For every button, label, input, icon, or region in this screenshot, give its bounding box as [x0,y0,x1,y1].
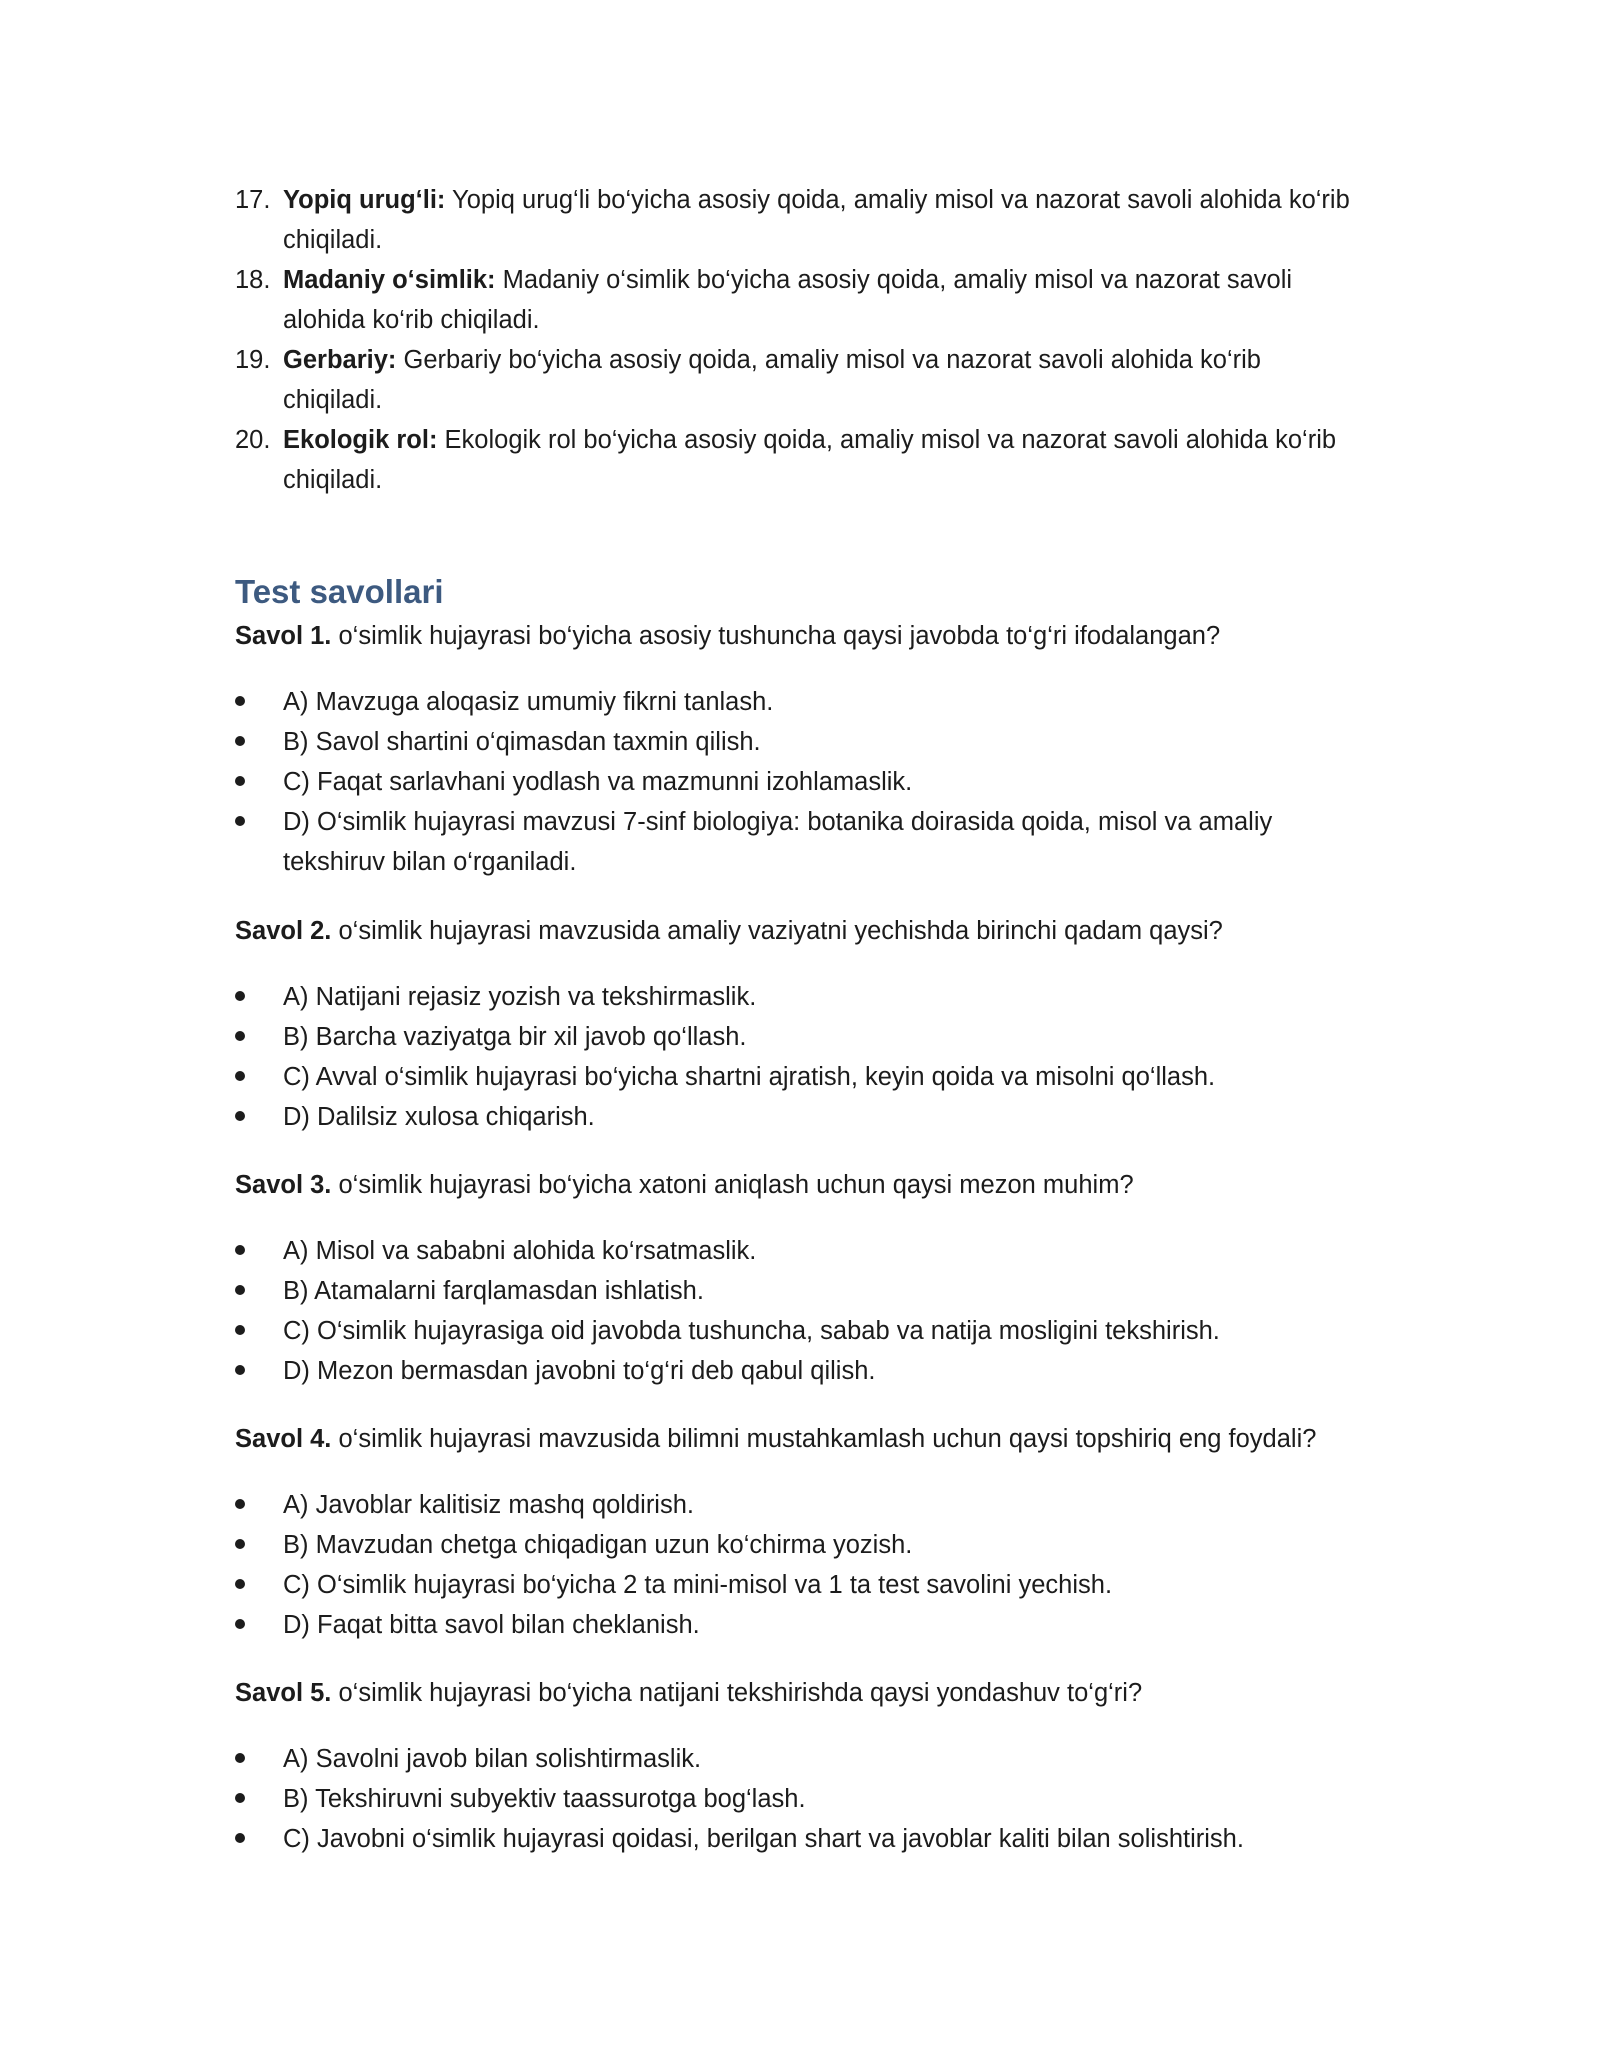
item-number: 20. [235,426,271,454]
answer-option [235,1779,1365,1819]
question-text: o‘simlik hujayrasi bo‘yicha natijani tekshirishda qaysi yondashuv to‘g‘ri? [338,1679,1143,1707]
item-number: 19. [235,346,271,374]
answer-option [235,1231,1365,1271]
answer-option [235,1351,1365,1391]
question-label: Savol 3. [235,1171,332,1199]
definition-item [235,420,1365,500]
item-number: 17. [235,186,271,214]
definition-term: Madaniy o‘simlik: [283,266,496,294]
bullet-icon [235,1833,245,1843]
answer-option [235,1819,1365,1859]
question [235,911,1365,951]
question-block [235,616,1365,882]
bullet-icon [235,991,245,1001]
answer-option [235,762,1365,802]
answer-option [235,1605,1365,1645]
bullet-icon [235,1539,245,1549]
answer-options [235,1739,1365,1859]
answer-option [235,682,1365,722]
answer-text: B) Barcha vaziyatga bir xil javob qo‘llash. [283,1023,747,1051]
answer-text: C) O‘simlik hujayrasiga oid javobda tushuncha, sabab va natija mosligini tekshirish. [283,1317,1220,1345]
question-block [235,1165,1365,1391]
definition-item [235,180,1365,260]
definition-term: Ekologik rol: [283,426,438,454]
answer-option [235,802,1365,882]
item-number: 18. [235,266,271,294]
answer-option [235,1565,1365,1605]
question [235,616,1365,656]
question-block [235,1673,1365,1859]
section-heading: Test savollari [235,573,444,610]
bullet-icon [235,1753,245,1763]
answer-text: B) Mavzudan chetga chiqadigan uzun ko‘chirma yozish. [283,1531,913,1559]
bullet-icon [235,1031,245,1041]
answer-text: B) Savol shartini o‘qimasdan taxmin qilish. [283,728,761,756]
bullet-icon [235,816,245,826]
answer-option [235,1485,1365,1525]
answer-option [235,1097,1365,1137]
question [235,1165,1365,1205]
answer-text: B) Atamalarni farqlamasdan ishlatish. [283,1277,704,1305]
answer-option [235,1271,1365,1311]
bullet-icon [235,1111,245,1121]
answer-option [235,977,1365,1017]
bullet-icon [235,1245,245,1255]
definition-term: Gerbariy: [283,346,397,374]
bullet-icon [235,1071,245,1081]
definition-item [235,340,1365,420]
definition-text: Madaniy o‘simlik bo‘yicha asosiy qoida, amaliy misol va nazorat savoli alohida ko‘rib chiqiladi. [283,266,1293,334]
answer-options [235,1231,1365,1391]
answer-text: D) Faqat bitta savol bilan cheklanish. [283,1611,700,1639]
definition-list [235,180,1365,500]
question-label: Savol 5. [235,1679,332,1707]
question-text: o‘simlik hujayrasi mavzusida amaliy vaziyatni yechishda birinchi qadam qaysi? [338,917,1223,945]
question-text: o‘simlik hujayrasi bo‘yicha asosiy tushuncha qaysi javobda to‘g‘ri ifodalangan? [338,622,1221,650]
answer-option [235,722,1365,762]
answer-text: C) O‘simlik hujayrasi bo‘yicha 2 ta mini-misol va 1 ta test savolini yechish. [283,1571,1113,1599]
definition-text: Gerbariy bo‘yicha asosiy qoida, amaliy misol va nazorat savoli alohida ko‘rib chiqiladi. [283,346,1261,414]
answer-options [235,1485,1365,1645]
answer-text: C) Javobni o‘simlik hujayrasi qoidasi, berilgan shart va javoblar kaliti bilan solishtirish. [283,1825,1244,1853]
bullet-icon [235,696,245,706]
answer-options [235,682,1365,882]
definition-term: Yopiq urug‘li: [283,186,446,214]
bullet-icon [235,736,245,746]
answer-options [235,977,1365,1137]
question [235,1673,1365,1713]
question-label: Savol 1. [235,622,332,650]
bullet-icon [235,1579,245,1589]
question-text: o‘simlik hujayrasi bo‘yicha xatoni aniqlash uchun qaysi mezon muhim? [338,1171,1134,1199]
answer-text: D) Mezon bermasdan javobni to‘g‘ri deb qabul qilish. [283,1357,876,1385]
question-text: o‘simlik hujayrasi mavzusida bilimni mustahkamlash uchun qaysi topshiriq eng foydali? [338,1425,1317,1453]
definition-item [235,260,1365,340]
bullet-icon [235,1325,245,1335]
question-block [235,1419,1365,1645]
question-label: Savol 4. [235,1425,332,1453]
answer-option [235,1311,1365,1351]
bullet-icon [235,1619,245,1629]
question-label: Savol 2. [235,917,332,945]
bullet-icon [235,1285,245,1295]
bullet-icon [235,776,245,786]
answer-text: A) Savolni javob bilan solishtirmaslik. [283,1745,702,1773]
answer-text: D) O‘simlik hujayrasi mavzusi 7-sinf biologiya: botanika doirasida qoida, misol va amaliy tekshiruv bilan o‘rganiladi. [283,808,1273,876]
page-content [235,180,1365,1853]
definition-text: Ekologik rol bo‘yicha asosiy qoida, amaliy misol va nazorat savoli alohida ko‘rib chiqiladi. [283,426,1337,494]
answer-option [235,1017,1365,1057]
answer-text: A) Natijani rejasiz yozish va tekshirmaslik. [283,983,757,1011]
answer-text: A) Misol va sababni alohida ko‘rsatmaslik. [283,1237,757,1265]
answer-option [235,1057,1365,1097]
answer-option [235,1739,1365,1779]
answer-text: A) Javoblar kalitisiz mashq qoldirish. [283,1491,694,1519]
answer-text: C) Faqat sarlavhani yodlash va mazmunni izohlamaslik. [283,768,913,796]
answer-text: A) Mavzuga aloqasiz umumiy fikrni tanlash. [283,688,774,716]
answer-text: C) Avval o‘simlik hujayrasi bo‘yicha shartni ajratish, keyin qoida va misolni qo‘llash. [283,1063,1216,1091]
question-block [235,911,1365,1137]
bullet-icon [235,1793,245,1803]
bullet-icon [235,1365,245,1375]
answer-option [235,1525,1365,1565]
bullet-icon [235,1499,245,1509]
answer-text: B) Tekshiruvni subyektiv taassurotga bog‘lash. [283,1785,806,1813]
question [235,1419,1365,1459]
definition-text: Yopiq urug‘li bo‘yicha asosiy qoida, amaliy misol va nazorat savoli alohida ko‘rib chiqiladi. [283,186,1350,254]
answer-text: D) Dalilsiz xulosa chiqarish. [283,1103,595,1131]
